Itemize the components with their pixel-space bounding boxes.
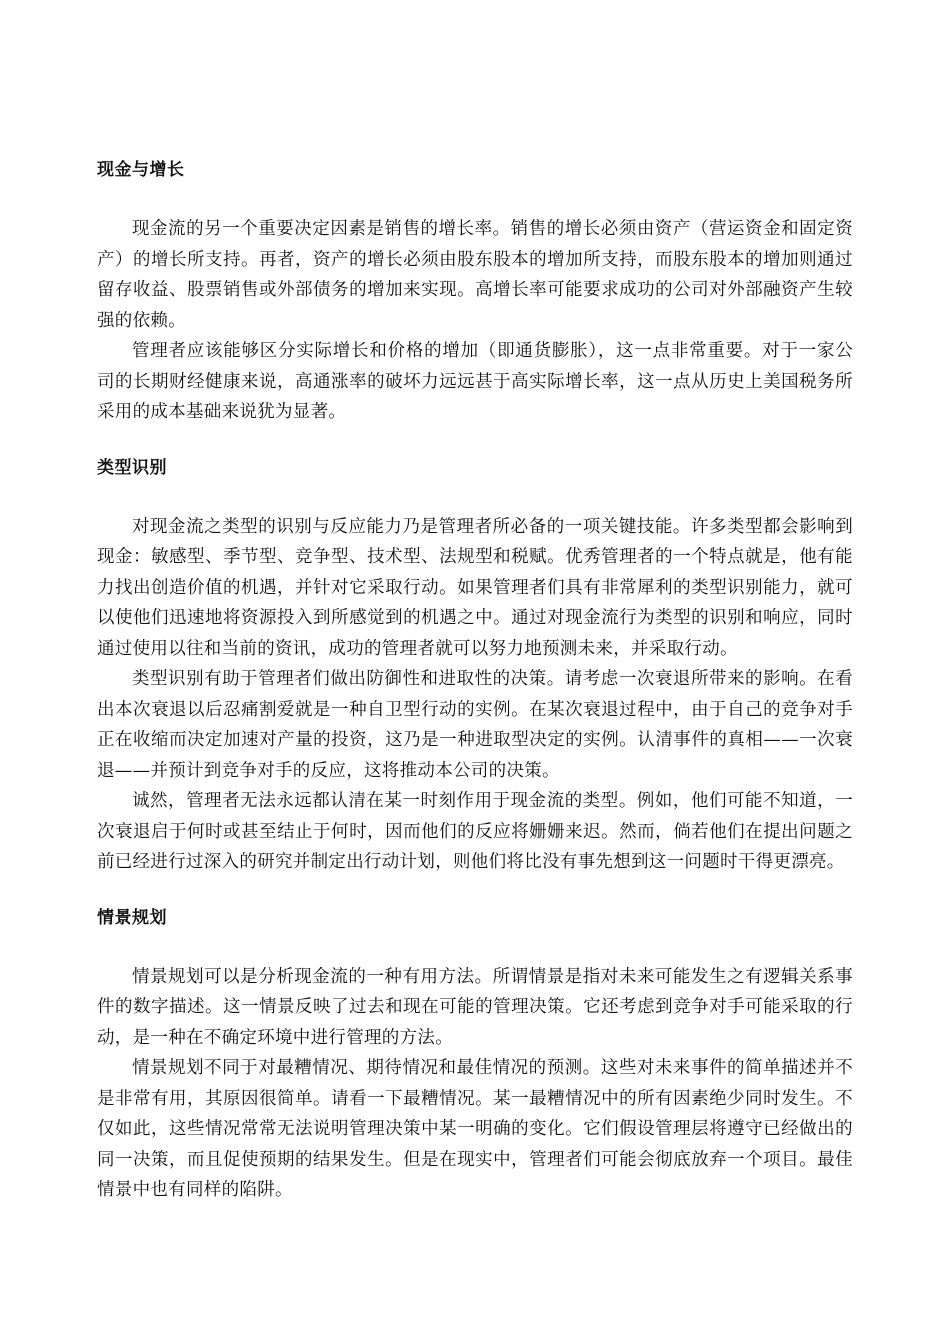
paragraph: 情景规划不同于对最糟情况、期待情况和最佳情况的预测。这些对未来事件的简单描述并不是非常有用，其原因很简单。请看一下最糟情况。某一最糟情况中的所有因素绝少同时发生。不仅如此，这些情况常常无法说明管理决策中某一明确的变化。它们假设管理层将遵守已经做出的同一决策，而且促使预期的结果发生。但是在现实中，管理者们可能会彻底放弃一个项目。最佳情景中也有同样的陷阱。: [97, 1058, 853, 1200]
section-scenario-planning: [97, 904, 853, 1206]
paragraph: 现金流的另一个重要决定因素是销售的增长率。销售的增长必须由资产（营运资金和固定资产）的增长所支持。再者，资产的增长必须由股东股本的增加所支持，而股东股本的增加则通过留存收益、股票销售或外部债务的增加来实现。高增长率可能要求成功的公司对外部融资产生较强的依赖。: [97, 219, 853, 331]
paragraph: 对现金流之类型的识别与反应能力乃是管理者所必备的一项关键技能。许多类型都会影响到现金：敏感型、季节型、竞争型、技术型、法规型和税赋。优秀管理者的一个特点就是，他有能力找出创造价值的机遇，并针对它采取行动。如果管理者们具有非常犀利的类型识别能力，就可以使他们迅速地将资源投入到所感觉到的机遇之中。通过对现金流行为类型的识别和响应，同时通过使用以往和当前的资讯，成功的管理者就可以努力地预测未来，并采取行动。: [97, 516, 853, 659]
paragraph: 情景规划可以是分析现金流的一种有用方法。所谓情景是指对未来可能发生之有逻辑关系事件的数字描述。这一情景反映了过去和现在可能的管理决策。它还考虑到竞争对手可能采取的行动，是一种在不确定环境中进行管理的方法。: [97, 966, 853, 1048]
heading-spacer: [97, 932, 853, 962]
section-heading: 情景规划: [97, 907, 167, 928]
paragraph: 类型识别有助于管理者们做出防御性和进取性的决策。请考虑一次衰退所带来的影响。在看出本次衰退以后忍痛割爱就是一种自卫型行动的实例。在某次衰退过程中，由于自己的竞争对手正在收缩而决定加速对产量的投资，这乃是一种进取型决定的实例。认清事件的真相——一次衰退——并预计到竞争对手的反应，这将推动本公司的决策。: [97, 669, 853, 781]
section-cash-and-growth: [97, 156, 853, 428]
heading-spacer: [97, 482, 853, 512]
section-pattern-recognition: [97, 454, 853, 878]
paragraph: 诚然，管理者无法永远都认清在某一时刻作用于现金流的类型。例如，他们可能不知道，一次衰退启于何时或甚至结止于何时，因而他们的反应将姗姗来迟。然而，倘若他们在提出问题之前已经进行过深入的研究并制定出行动计划，则他们将比没有事先想到这一问题时干得更漂亮。: [97, 791, 853, 872]
heading-spacer: [97, 184, 853, 214]
paragraph: 管理者应该能够区分实际增长和价格的增加（即通货膨胀），这一点非常重要。对于一家公司的长期财经健康来说，高通涨率的破坏力远远甚于高实际增长率，这一点从历史上美国税务所采用的成本基础来说犹为显著。: [97, 341, 853, 422]
document-body: [97, 156, 853, 1206]
section-heading: 现金与增长: [97, 160, 185, 180]
section-heading: 类型识别: [97, 457, 167, 478]
